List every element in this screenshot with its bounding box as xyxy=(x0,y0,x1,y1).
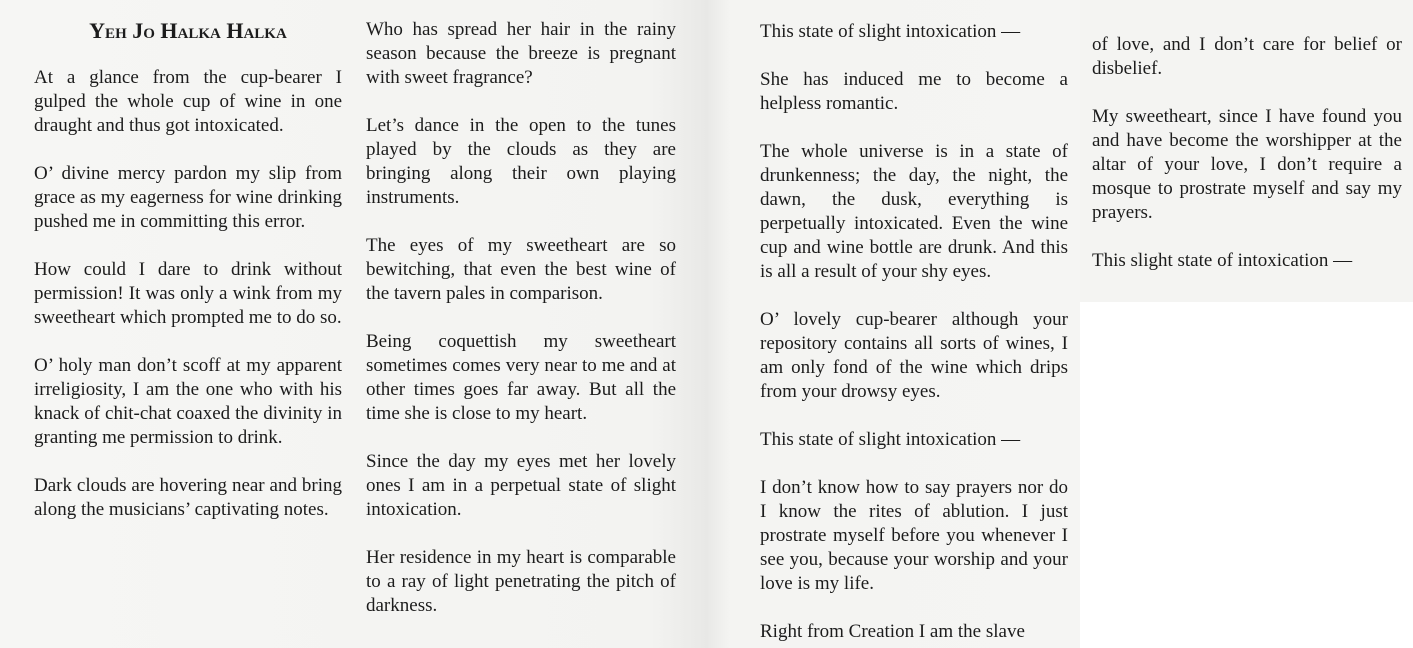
paragraph: Her residence in my heart is comparable to a ray of light penetrating the pitch of darkness. xyxy=(366,547,676,616)
song-title: Yeh Jo Halka Halka xyxy=(89,18,287,43)
paragraph: My sweetheart, since I have found you and have become the worshipper at the altar of your love, I don’t require a mosque to prostrate myself and say my prayers. xyxy=(1092,106,1402,223)
paragraph: She has induced me to become a helpless romantic. xyxy=(760,69,1068,114)
paragraph: Right from Creation I am the slave xyxy=(760,621,1025,642)
column-3 xyxy=(760,20,1068,644)
paragraph: O’ holy man don’t scoff at my apparent irreligiosity, I am the one who with his knack of chit-chat coaxed the divinity in granting me permission to drink. xyxy=(34,355,342,448)
paragraph: O’ divine mercy pardon my slip from grace as my eagerness for wine drinking pushed me in committing this error. xyxy=(34,163,342,232)
paragraph: The eyes of my sweetheart are so bewitching, that even the best wine of the tavern pales in comparison. xyxy=(366,235,676,304)
paragraph: of love, and I don’t care for belief or disbelief. xyxy=(1092,34,1402,79)
paragraph: Who has spread her hair in the rainy season because the breeze is pregnant with sweet fragrance? xyxy=(366,19,676,88)
paragraph: Dark clouds are hovering near and bring along the musicians’ captivating notes. xyxy=(34,475,342,520)
refrain-line: This state of slight intoxication — xyxy=(760,21,1021,42)
column-1 xyxy=(34,18,342,522)
paragraph: I don’t know how to say prayers nor do I know the rites of ablution. I just prostrate myself before you whenever I see you, because your worship and your love is my life. xyxy=(760,477,1068,594)
column-2 xyxy=(366,18,676,618)
paragraph: Let’s dance in the open to the tunes played by the clouds as they are bringing along their own playing instruments. xyxy=(366,115,676,208)
paragraph: The whole universe is in a state of drunkenness; the day, the night, the dawn, the dusk, everything is perpetually intoxicated. Even the wine cup and wine bottle are drunk. And this is all a result of your shy eyes. xyxy=(760,141,1068,282)
paragraph: Being coquettish my sweetheart sometimes comes very near to me and at other times goes far away. But all the time she is close to my heart. xyxy=(366,331,676,424)
refrain-line: This state of slight intoxication — xyxy=(760,429,1021,450)
paragraph: Since the day my eyes met her lovely ones I am in a perpetual state of slight intoxication. xyxy=(366,451,676,520)
refrain-line: This slight state of intoxication — xyxy=(1092,250,1353,271)
column-4 xyxy=(1092,33,1402,273)
paragraph: O’ lovely cup-bearer although your repository contains all sorts of wines, I am only fond of the wine which drips from your drowsy eyes. xyxy=(760,309,1068,402)
paragraph: How could I dare to drink without permission! It was only a wink from my sweetheart which prompted me to do so. xyxy=(34,259,342,328)
paragraph: At a glance from the cup-bearer I gulped the whole cup of wine in one draught and thus got intoxicated. xyxy=(34,67,342,136)
